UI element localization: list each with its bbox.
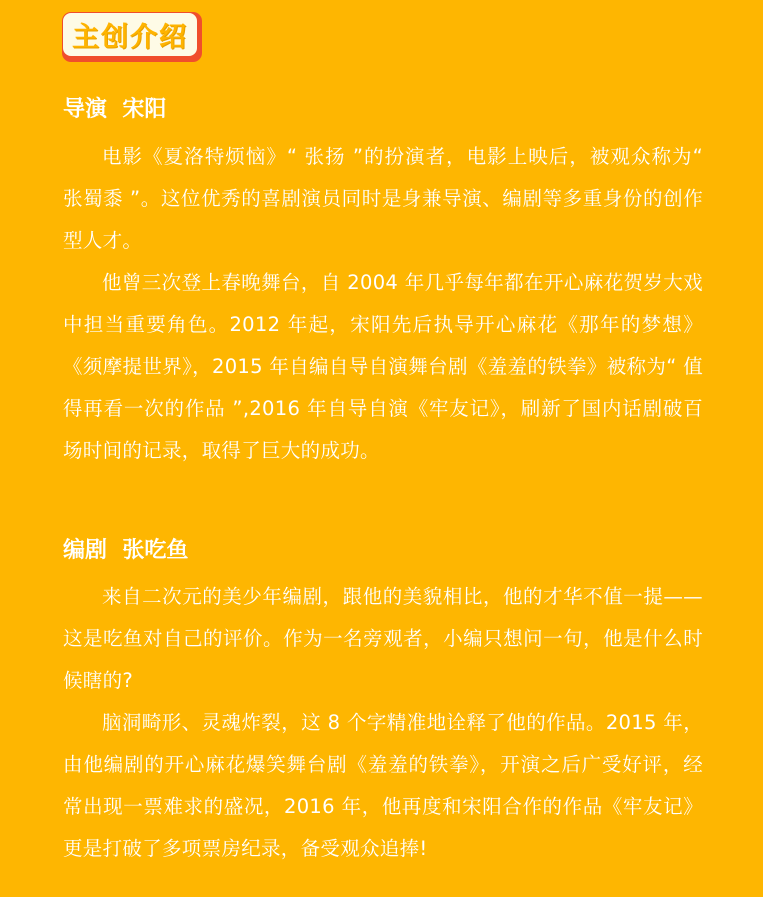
- badge-title: 主创介绍: [72, 22, 188, 53]
- badge-face: [63, 13, 197, 56]
- screenwriter-section: [63, 533, 703, 870]
- director-heading: 导演 宋阳: [63, 96, 167, 122]
- director-section: [63, 92, 703, 472]
- screenwriter-paragraph-1: 来自二次元的美少年编剧，跟他的美貌相比，他的才华不值一提——这是吃鱼对自己的评价。作为一名旁观者，小编只想问一句，他是什么时候瞎的?: [63, 585, 703, 692]
- director-paragraph-2: 他曾三次登上春晚舞台，自 2004 年几乎每年都在开心麻花贺岁大戏中担当重要角色。2012 年起，宋阳先后执导开心麻花《那年的梦想》《须摩提世界》，2015 年自编自导自演舞台剧《羞羞的铁拳》被称为“ 值得再看一次的作品 ”,2016 年自导自演《牢友记》，刷新了国内话剧破百场时间的记录，取得了巨大的成功。: [63, 271, 703, 462]
- screenwriter-paragraph-2: 脑洞畸形、灵魂炸裂，这 8 个字精准地诠释了他的作品。2015 年，由他编剧的开心麻花爆笑舞台剧《羞羞的铁拳》，开演之后广受好评，经常出现一票难求的盛况，2016 年，他再度和宋阳合作的作品《牢友记》更是打破了多项票房纪录，备受观众追捧!: [63, 711, 703, 860]
- screenwriter-heading: 编剧 张吃鱼: [63, 537, 189, 563]
- section-badge: [62, 12, 202, 62]
- director-paragraph-1: 电影《夏洛特烦恼》“ 张扬 ”的扮演者，电影上映后，被观众称为“ 张蜀黍 ”。这位优秀的喜剧演员同时是身兼导演、编剧等多重身份的创作型人才。: [63, 145, 703, 252]
